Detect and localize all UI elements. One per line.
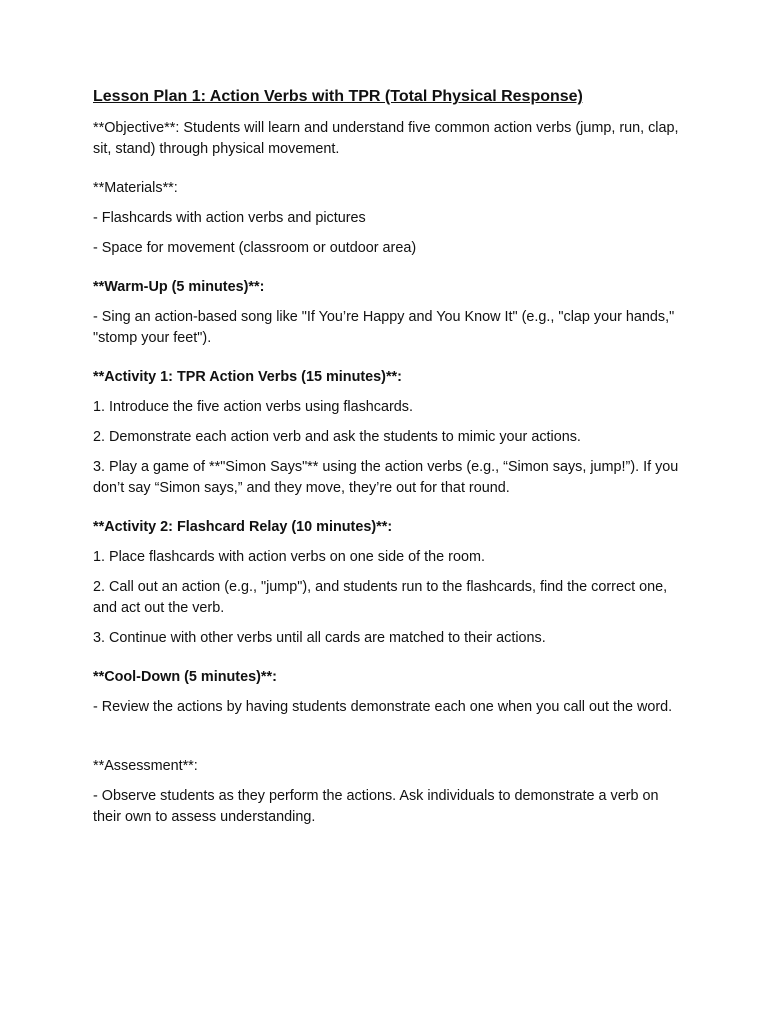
activity2-step: 3. Continue with other verbs until all cards are matched to their actions. <box>93 630 546 646</box>
document-page <box>93 86 685 837</box>
materials-item: - Flashcards with action verbs and pictures <box>93 210 366 226</box>
assessment-heading: **Assessment**: <box>93 758 198 774</box>
cooldown-item: - Review the actions by having students demonstrate each one when you call out the word. <box>93 699 673 715</box>
activity2-step: 2. Call out an action (e.g., "jump"), and students run to the flashcards, find the correct one, and act out the verb. <box>93 579 668 616</box>
materials-heading: **Materials**: <box>93 180 178 196</box>
warmup-heading: **Warm-Up (5 minutes)**: <box>93 279 265 295</box>
activity1-heading: **Activity 1: TPR Action Verbs (15 minutes)**: <box>93 369 402 385</box>
assessment-item: - Observe students as they perform the actions. Ask individuals to demonstrate a verb on their own to assess understanding. <box>93 788 659 825</box>
materials-item: - Space for movement (classroom or outdoor area) <box>93 240 417 256</box>
activity2-heading: **Activity 2: Flashcard Relay (10 minutes)**: <box>93 519 393 535</box>
cooldown-heading: **Cool-Down (5 minutes)**: <box>93 669 277 685</box>
warmup-item: - Sing an action-based song like "If You’re Happy and You Know It" (e.g., "clap your hands," "stomp your feet"). <box>93 309 675 346</box>
activity1-step: 2. Demonstrate each action verb and ask the students to mimic your actions. <box>93 429 581 445</box>
objective-paragraph: **Objective**: Students will learn and understand five common action verbs (jump, run, clap, sit, stand) through physical movement. <box>93 120 679 157</box>
activity2-step: 1. Place flashcards with action verbs on one side of the room. <box>93 549 485 565</box>
document-title: Lesson Plan 1: Action Verbs with TPR (Total Physical Response) <box>93 88 583 105</box>
activity1-step: 1. Introduce the five action verbs using flashcards. <box>93 399 413 415</box>
activity1-step: 3. Play a game of **"Simon Says"** using the action verbs (e.g., “Simon says, jump!”). If you don’t say “Simon says,” and they move, they’re out for that round. <box>93 459 679 496</box>
